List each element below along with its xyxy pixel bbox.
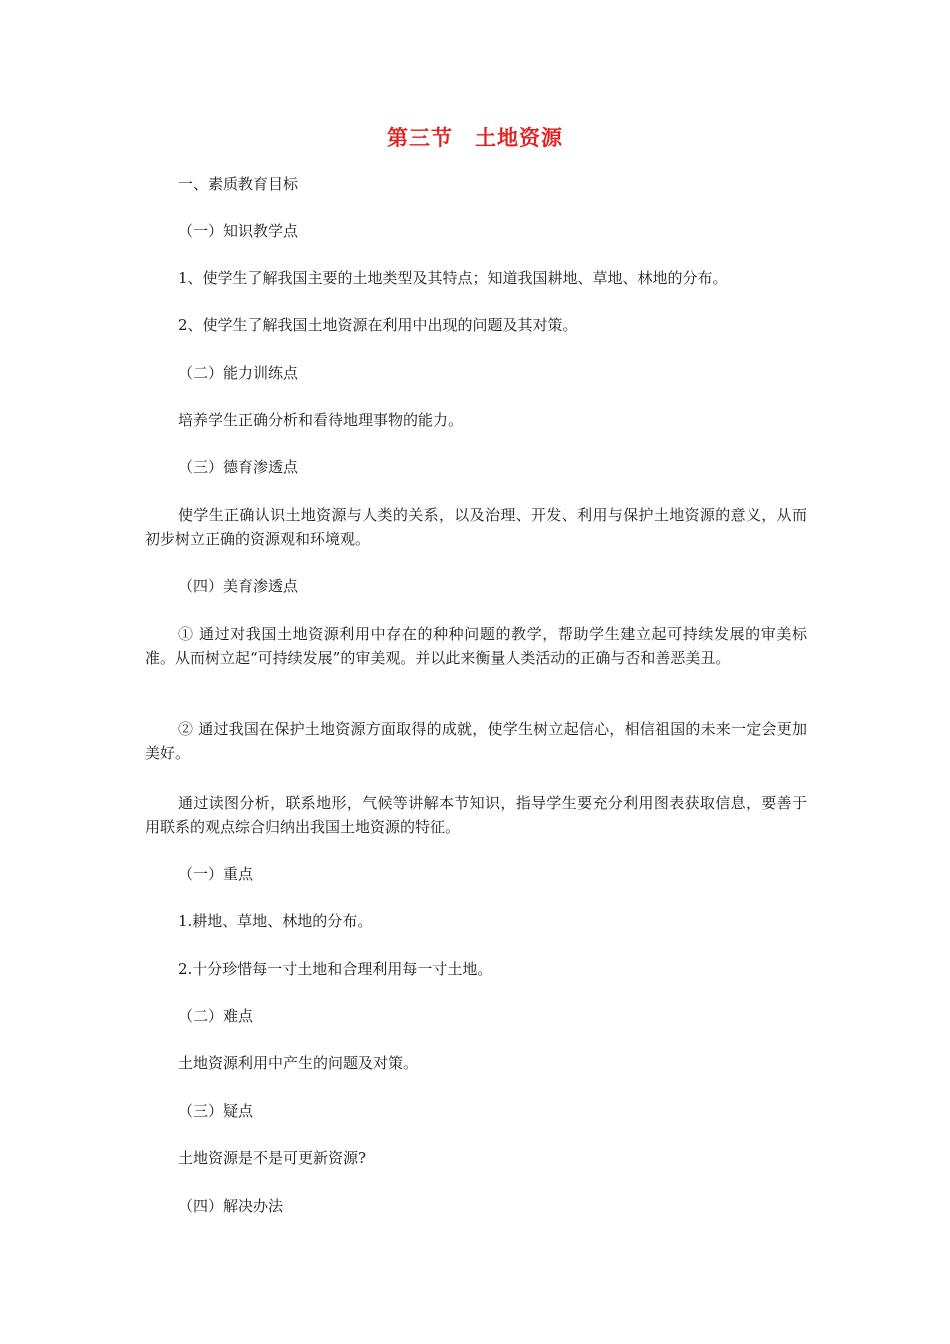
- subheading-aesthetic: （四）美育渗透点: [178, 577, 299, 595]
- paragraph-aesthetic-1: ① 通过对我国土地资源利用中存在的种种问题的教学，帮助学生建立起可持续发展的审美标准。从而树立起“可持续发展”的审美观。并以此来衡量人类活动的正确与否和善恶美丑。: [145, 625, 807, 667]
- paragraph-key-point-1: 1.耕地、草地、林地的分布。: [178, 912, 373, 930]
- page-title: 第三节 土地资源: [387, 125, 563, 150]
- subheading-ability: （二）能力训练点: [178, 364, 299, 382]
- paragraph-doubts: 土地资源是不是可更新资源?: [178, 1149, 367, 1167]
- paragraph-method: 通过读图分析，联系地形，气候等讲解本节知识，指导学生要充分利用图表获取信息，要善于用联系的观点综合归纳出我国土地资源的特征。: [145, 794, 807, 836]
- subheading-doubts: （三）疑点: [178, 1102, 254, 1120]
- section-heading-objectives: 一、素质教育目标: [178, 175, 299, 193]
- paragraph-ability: 培养学生正确分析和看待地理事物的能力。: [178, 411, 464, 429]
- paragraph-aesthetic-2: ② 通过我国在保护土地资源方面取得的成就，使学生树立起信心，相信祖国的未来一定会更加美好。: [145, 720, 807, 762]
- paragraph-moral: 使学生正确认识土地资源与人类的关系，以及治理、开发、利用与保护土地资源的意义，从而初步树立正确的资源观和环境观。: [145, 506, 807, 548]
- subheading-difficulties: （二）难点: [178, 1007, 254, 1025]
- paragraph-knowledge-1: 1、使学生了解我国主要的土地类型及其特点；知道我国耕地、草地、林地的分布。: [178, 269, 728, 287]
- subheading-solutions: （四）解决办法: [178, 1197, 284, 1215]
- subheading-knowledge: （一）知识教学点: [178, 222, 299, 240]
- paragraph-knowledge-2: 2、使学生了解我国土地资源在利用中出现的问题及其对策。: [178, 316, 578, 334]
- subheading-moral: （三）德育渗透点: [178, 458, 299, 476]
- subheading-key-points: （一）重点: [178, 865, 254, 883]
- paragraph-key-point-2: 2.十分珍惜每一寸土地和合理利用每一寸土地。: [178, 960, 493, 978]
- paragraph-difficulties: 土地资源利用中产生的问题及对策。: [178, 1054, 419, 1072]
